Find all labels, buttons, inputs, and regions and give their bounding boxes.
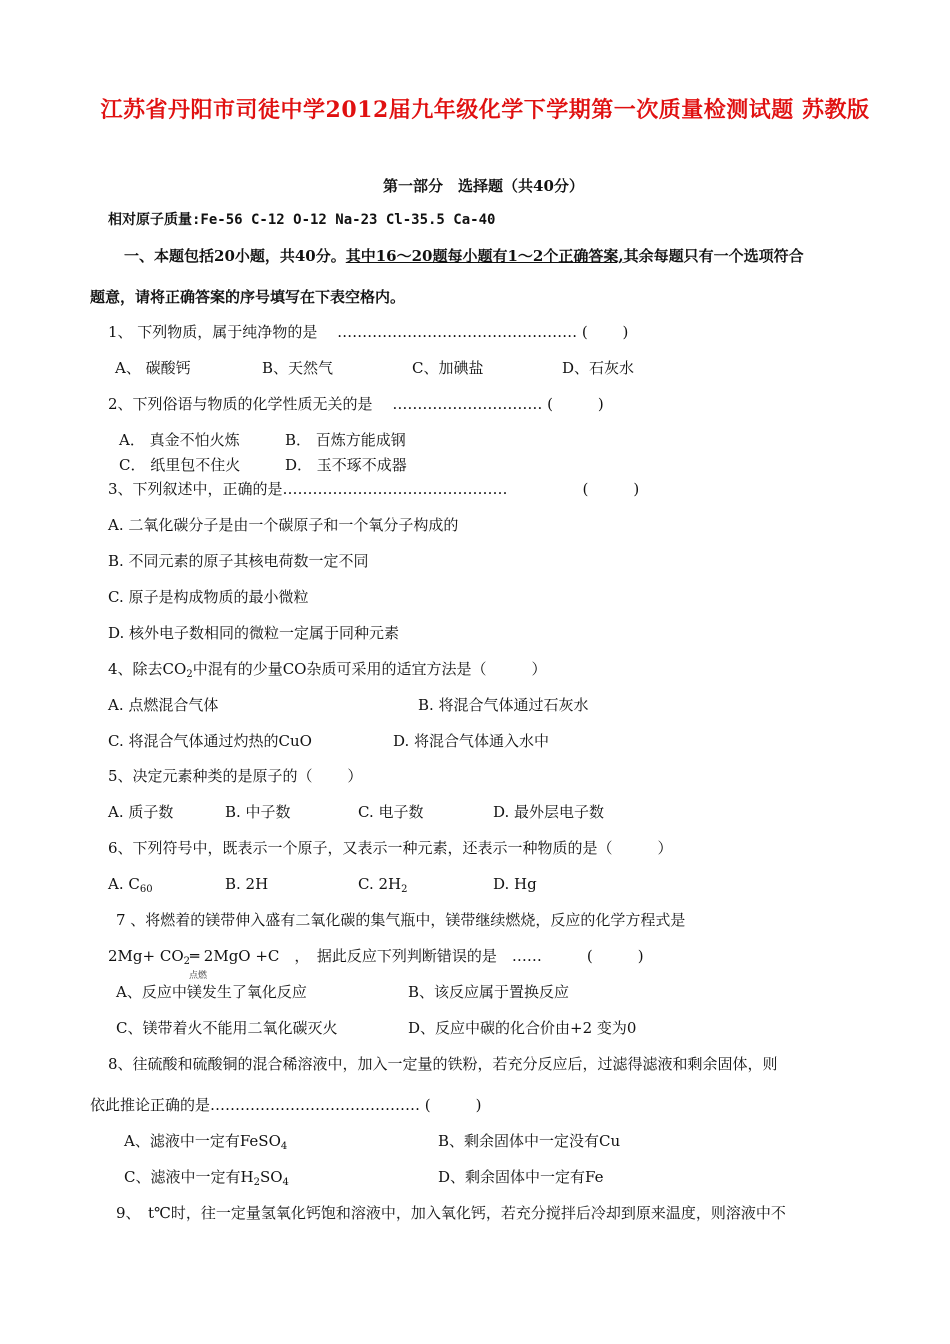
- question-8-option-c-text-b: SO: [259, 1168, 283, 1186]
- question-2-option-d: D． 玉不琢不成器: [285, 456, 407, 474]
- question-7-option-a: A、反应中镁发生了氧化反应: [116, 983, 307, 1001]
- question-5-option-b: B. 中子数: [225, 803, 291, 821]
- question-8-option-a-subscript: 4: [280, 1141, 288, 1152]
- question-7-condition-note: 点燃: [189, 971, 208, 981]
- question-1-option-c: C、加碘盐: [412, 359, 484, 377]
- question-7-option-c: C、镁带着火不能用二氧化碳灭火: [116, 1019, 338, 1037]
- question-7-equation: [108, 946, 644, 966]
- section-heading: 第一部分 选择题（共40分）: [383, 177, 584, 195]
- question-1-option-a: A、 碳酸钙: [115, 359, 191, 377]
- question-3-option-d: D. 核外电子数相同的微粒一定属于同种元素: [108, 624, 400, 642]
- question-4-option-b: B. 将混合气体通过石灰水: [418, 696, 589, 714]
- instructions-part2: 其中16～20题每小题有1～2个正确答案,: [345, 247, 624, 265]
- question-7-equation-b: ═ 2MgO +C ， 据此反应下列判断错误的是 …… ( ): [190, 947, 644, 965]
- question-4-stem: [108, 659, 546, 679]
- question-5-stem: 5、决定元素种类的是原子的（ ）: [108, 767, 363, 785]
- question-8-option-a-text: A、滤液中一定有FeSO: [124, 1132, 281, 1150]
- question-6-option-c-text: C. 2H: [358, 875, 402, 893]
- instructions-line-2: 题意，请将正确答案的序号填写在下表空格内。: [90, 288, 406, 306]
- question-8-option-b: B、剩余固体中一定没有Cu: [438, 1132, 621, 1150]
- question-9-stem: 9、 t℃时，往一定量氢氧化钙饱和溶液中，加入氧化钙，若充分搅拌后冷却到原来温度，则溶液中不: [116, 1204, 786, 1222]
- question-7-equation-subscript: 2: [183, 956, 190, 967]
- atomic-mass-line: 相对原子质量:Fe-56 C-12 O-12 Na-23 Cl-35.5 Ca-40: [108, 212, 496, 228]
- question-1-option-b: B、天然气: [262, 359, 334, 377]
- question-8-option-c-text-a: C、滤液中一定有H: [124, 1168, 254, 1186]
- question-6-option-a-text: A. C: [108, 875, 140, 893]
- question-6-option-a: [108, 874, 153, 894]
- question-4-option-d: D. 将混合气体通入水中: [393, 732, 550, 750]
- question-4-stem-b: 中混有的少量CO杂质可采用的适宜方法是（ ）: [192, 660, 547, 678]
- question-8-option-a: [124, 1131, 287, 1151]
- question-4-option-c: C. 将混合气体通过灼热的CuO: [108, 732, 312, 750]
- document-title: 江苏省丹阳市司徒中学2012届九年级化学下学期第一次质量检测试题 苏教版: [100, 97, 870, 123]
- question-2-stem: 2、下列俗语与物质的化学性质无关的是 ………………………… ( ): [108, 395, 604, 413]
- question-5-option-d: D. 最外层电子数: [493, 803, 605, 821]
- question-2-option-c: C． 纸里包不住火: [119, 456, 241, 474]
- question-7-stem: 7 、将燃着的镁带伸入盛有二氧化碳的集气瓶中，镁带继续燃烧，反应的化学方程式是: [116, 911, 686, 929]
- instructions-part1: 一、本题包括20小题，共40分。: [124, 247, 346, 265]
- question-4-option-a: A. 点燃混合气体: [108, 696, 219, 714]
- question-5-option-a: A. 质子数: [108, 803, 174, 821]
- instructions-part3: 其余每题只有一个选项符合: [623, 247, 804, 265]
- question-8-stem-2: 依此推论正确的是…………………………………… ( ): [90, 1096, 482, 1114]
- question-2-option-a: A． 真金不怕火炼: [119, 431, 240, 449]
- question-6-stem: 6、下列符号中，既表示一个原子，又表示一种元素，还表示一种物质的是（ ）: [108, 839, 673, 857]
- question-1-option-d: D、石灰水: [562, 359, 635, 377]
- question-3-option-c: C. 原子是构成物质的最小微粒: [108, 588, 309, 606]
- question-6-option-b: B. 2H: [225, 875, 269, 893]
- question-6-option-c-subscript: 2: [401, 884, 408, 895]
- question-6-option-d: D. Hg: [493, 875, 537, 893]
- question-5-option-c: C. 电子数: [358, 803, 424, 821]
- question-4-subscript: 2: [186, 669, 193, 680]
- question-7-option-b: B、该反应属于置换反应: [408, 983, 570, 1001]
- question-1-stem: 1、 下列物质，属于纯净物的是 ………………………………………… ( ): [108, 323, 629, 341]
- question-8-option-c: [124, 1167, 289, 1187]
- question-3-option-a: A. 二氧化碳分子是由一个碳原子和一个氧分子构成的: [108, 516, 459, 534]
- question-3-option-b: B. 不同元素的原子其核电荷数一定不同: [108, 552, 369, 570]
- question-6-option-a-subscript: 60: [139, 884, 153, 895]
- question-3-stem: 3、下列叙述中，正确的是……………………………………… ( ): [108, 480, 640, 498]
- question-7-equation-a: 2Mg+ CO: [108, 947, 184, 965]
- question-8-option-c-subscript-2: 4: [282, 1177, 289, 1188]
- question-4-stem-a: 4、除去CO: [108, 660, 187, 678]
- question-8-option-c-subscript-1: 2: [253, 1177, 260, 1188]
- question-2-option-b: B． 百炼方能成钢: [285, 431, 406, 449]
- question-6-option-c: [358, 874, 407, 894]
- question-7-option-d: D、反应中碳的化合价由+2 变为0: [408, 1019, 637, 1037]
- question-8-option-d: D、剩余固体中一定有Fe: [438, 1168, 604, 1186]
- question-8-stem: 8、往硫酸和硫酸铜的混合稀溶液中，加入一定量的铁粉，若充分反应后，过滤得滤液和剩余固体，则: [108, 1055, 778, 1073]
- instructions-line-1: [124, 246, 804, 266]
